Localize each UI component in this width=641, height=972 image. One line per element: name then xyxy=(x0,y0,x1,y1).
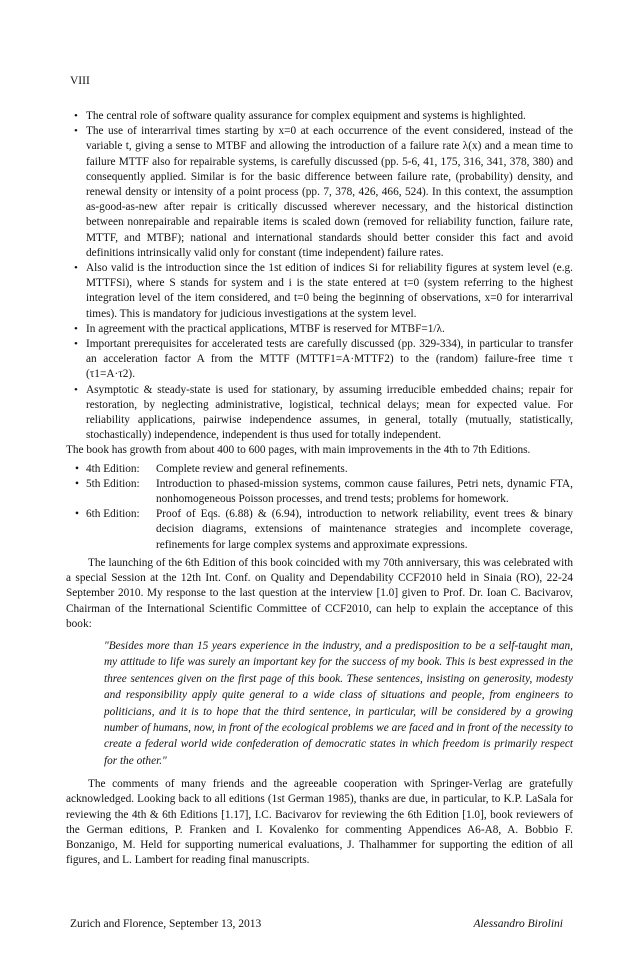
list-item xyxy=(66,109,573,124)
list-item-text: Important prerequisites for accelerated tests are carefully discussed (pp. 329-334), in particular to transfer an acceleration factor A from the MTTF (MTTF1=A·MTTF2) to the (random) failure-free time τ (τ1=A·τ2). xyxy=(86,338,573,381)
edition-label: • 6th Edition: xyxy=(66,507,156,553)
list-item xyxy=(66,337,573,383)
list-item xyxy=(66,124,573,261)
page-body xyxy=(66,109,573,868)
list-item-text: The use of interarrival times starting by x=0 at each occurrence of the event considered, instead of the variable t, giving a sense to MTBF and allowing the introduction of a failure rate λ(x) and a mean time to failure MTTF also for repairable systems, is carefully discussed (pp. 5-6, 41, 175, 316, 341, 378, 380) and consequently applied. Similar is for the basic difference between failure rate, (probability) density, and renewal density or intensity of a point process (pp. 7, 378, 426, 466, 524). In this context, the assumption as-good-as-new after repair is critically discussed wherever necessary, and the historical distinction between nonrepairable and repairable items is scaled down (removed for reliability function, failure rate, MTTF, and MTBF); national and international standards should better consider this fact and avoid definitions intrinsically valid only for constant (time independent) failure rates. xyxy=(86,125,573,259)
edition-text: Complete review and general refinements. xyxy=(156,462,348,475)
acknowledgements-paragraph: The comments of many friends and the agreeable cooperation with Springer-Verlag are gratefully acknowledged. Looking back to all editions (1st German 1985), thanks are due, in particular, to K.P. LaSala for reviewing the 4th & 6th Editions [1.17], I.C. Bacivarov for reviewing the 6th Edition [1.0], book reviewers of the German editions, P. Franken and I. Kovalenko for commenting Appendices A6-A8, A. Bobbio F. Bonzanigo, M. Held for supporting numerical evaluations, J. Thalhammer for supporting the edition of all figures, and L. Lambert for reading final manuscripts. xyxy=(66,778,573,867)
edition-text: Introduction to phased-mission systems, common cause failures, Petri nets, dynamic FTA, nonhomogeneous Poisson processes, and trend tests; problems for homework. xyxy=(156,477,573,506)
launch-paragraph: The launching of the 6th Edition of this book coincided with my 70th anniversary, this was celebrated with a special Session at the 12th Int. Conf. on Quality and Dependability CCF2010 held in Sinaia (RO), 22-24 September 2010. My response to the last question at the interview [1.0] given to Prof. Dr. Ioan C. Bacivarov, Chairman of the International Scientific Committee of CCF2010, can help to explain the acceptance of this book: xyxy=(66,556,573,630)
interview-quote: "Besides more than 15 years experience in the industry, and a predisposition to be a self-taught man, my attitude to life was surely an important key for the success of my book. This is best expressed in the three sentences given on the first page of this book. These sentences, insisting on generosity, modesty and responsibility apply quite general to a wide class of situations and people, from engineers to politicians, and it is to hope that the third sentence, in particular, will be considered by a growing number of humans, now, in front of the ecological problems we are faced and in front of the necessity to create a federal world wide confederation of democratic states in which freedom is primarily respect for the other." xyxy=(104,639,573,767)
list-item-text: The central role of software quality assurance for complex equipment and systems is highlighted. xyxy=(86,110,526,122)
list-item-text: Asymptotic & steady-state is used for stationary, by assuming irreducible embedded chains; repair for restoration, by neglecting administrative, logistical, technical delays; mean for expected value. For reliability applications, pairwise independence assumes, in general, totally (mutually, statistically, stochastically) independence, independent is thus used for totally independent. xyxy=(86,383,573,442)
list-item-text: In agreement with the practical applications, MTBF is reserved for MTBF=1/λ. xyxy=(86,322,445,335)
growth-paragraph: The book has growth from about 400 to 600 pages, with main improvements in the 4th to 7th Editions. xyxy=(66,444,531,457)
feature-list xyxy=(66,109,573,443)
edition-text: Proof of Eqs. (6.88) & (6.94), introduction to network reliability, event trees & binary decision diagrams, extensions of maintenance strategies and incomplete coverage, refinements for large complex systems and approximate expressions. xyxy=(156,508,573,551)
edition-row xyxy=(66,462,573,477)
list-item-text: Also valid is the introduction since the 1st edition of indices Si for reliability figures at system level (e.g. MTTFSi), where S stands for system and i is the state entered at t=0 (system referring to the highest integration level of the item considered, and t=0 being the beginning of observations, x=0 for interarrival times). This is mandatory for judicious investigations at the system level. xyxy=(86,262,573,320)
list-item xyxy=(66,322,573,337)
page-footer xyxy=(70,917,571,932)
page-number: VIII xyxy=(70,75,90,87)
list-item xyxy=(66,261,573,322)
edition-label: • 5th Edition: xyxy=(66,477,156,507)
list-item xyxy=(66,383,573,444)
edition-row xyxy=(66,507,573,553)
edition-label: • 4th Edition: xyxy=(66,462,156,477)
author-signature: Alessandro Birolini xyxy=(473,918,563,930)
editions-list xyxy=(66,462,573,553)
place-date: Zurich and Florence, September 13, 2013 xyxy=(70,918,262,930)
edition-row xyxy=(66,477,573,507)
